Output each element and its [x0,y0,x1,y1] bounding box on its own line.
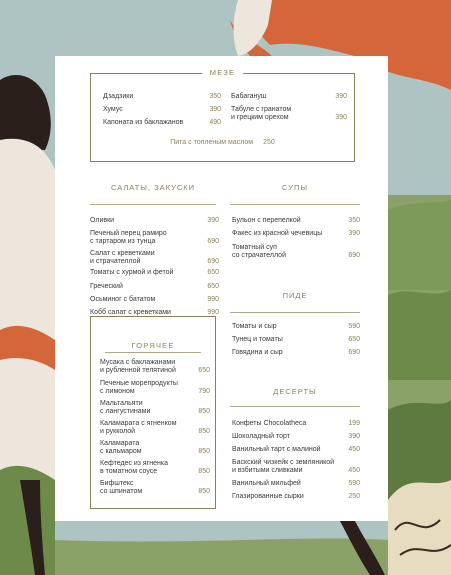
menu-item-price: 990 [207,296,219,303]
meze-title: МЕЗЕ [202,68,243,77]
menu-item-name: Бифштекс со шпинатом [100,480,143,495]
menu-item-price: 650 [207,283,219,290]
menu-item-name: Капоната из баклажанов [103,119,184,126]
menu-item-price: 590 [348,323,360,330]
hot-section [90,316,216,509]
menu-item-name: Кефтедес из ягненка в томатном соусе [100,460,169,475]
menu-item-name: Бабагануш [231,93,267,100]
pita-item [91,139,354,146]
menu-item-name: Мусака с баклажанами и рубленной телятиной [100,359,176,374]
menu-item-name: Печеные морепродукты с лимоном [100,380,178,395]
hot-title: ГОРЯЧЕЕ [131,341,175,350]
menu-item-price: 790 [198,388,210,395]
menu-item-price: 450 [348,446,360,453]
pita-price: 250 [263,139,275,146]
menu-item-name: Баскский чизкейк с земляникой и взбитыми сливками [232,459,335,474]
menu-item-price: 850 [198,448,210,455]
menu-item-price: 690 [207,258,219,265]
menu-item-price: 390 [348,433,360,440]
menu-item-price: 990 [207,309,219,316]
menu-item-name: Каламарата с ягненком и рукколой [100,420,177,435]
menu-item-price: 650 [348,336,360,343]
menu-item-name: Салат с креветками и страчателлой [90,250,155,265]
menu-item-name: Говядина и сыр [232,349,283,356]
pide-divider [230,312,360,313]
menu-item-name: Печеный перец рамиро с тартаром из тунца [90,230,167,245]
menu-item-price: 250 [348,493,360,500]
menu-item-name: Конфеты Chocolatheca [232,420,307,427]
menu-item-price: 450 [348,467,360,474]
menu-item-price: 590 [348,480,360,487]
meze-section [90,68,355,162]
menu-item-name: Кобб салат с креветками [90,309,171,316]
pide-title: ПИДЕ [282,291,308,300]
menu-item-name: Томаты и сыр [232,323,277,330]
hot-divider [105,352,201,353]
soups-title: СУПЫ [282,183,308,192]
salads-divider [90,204,216,205]
menu-item-name: Томатный суп со страчателлой [232,244,286,259]
menu-item-price: 850 [198,428,210,435]
menu-item-price: 850 [198,468,210,475]
menu-item-name: Табуле с гранатом и грецким орехом [231,106,292,121]
menu-item-price: 199 [348,420,360,427]
menu-item-name: Греческий [90,283,123,290]
menu-item-price: 390 [335,114,347,121]
menu-item-name: Шоколадный торт [232,433,290,440]
menu-item-price: 350 [348,217,360,224]
menu-item-price: 650 [198,367,210,374]
menu-item-name: Ванильный мильфей [232,480,301,487]
desserts-divider [230,406,360,407]
menu-item-name: Томаты с хурмой и фетой [90,269,174,276]
menu-item-name: Дзадзики [103,93,134,100]
menu-item-name: Оливки [90,217,115,224]
menu-item-name: Хумус [103,106,123,113]
menu-item-name: Глазированные сырки [232,493,304,500]
menu-card [55,56,388,521]
menu-item-price: 390 [348,230,360,237]
menu-item-name: Каламарата с кальмаром [100,440,142,455]
desserts-title: ДЕСЕРТЫ [273,387,317,396]
soups-divider [230,204,360,205]
menu-item-price: 690 [207,238,219,245]
menu-item-price: 850 [198,408,210,415]
menu-item-price: 390 [207,217,219,224]
menu-item-price: 690 [348,252,360,259]
salads-title: САЛАТЫ, ЗАКУСКИ [110,183,196,192]
menu-item-name: Факес из красной чечевицы [232,230,323,237]
menu-item-price: 490 [209,119,221,126]
menu-item-price: 690 [348,349,360,356]
menu-item-name: Бульон с перепелкой [232,217,301,224]
pita-name: Пита с топленым маслом [170,139,254,146]
menu-item-price: 650 [207,269,219,276]
menu-item-price: 850 [198,488,210,495]
menu-item-price: 350 [209,93,221,100]
menu-item-name: Тунец и томаты [232,336,283,343]
menu-item-name: Мальтальяти с лангустинами [100,400,151,415]
menu-item-name: Ванильный тарт с малиной [232,446,321,453]
menu-item-price: 390 [335,93,347,100]
menu-item-name: Осьминог с бататом [90,296,156,303]
menu-item-price: 390 [209,106,221,113]
